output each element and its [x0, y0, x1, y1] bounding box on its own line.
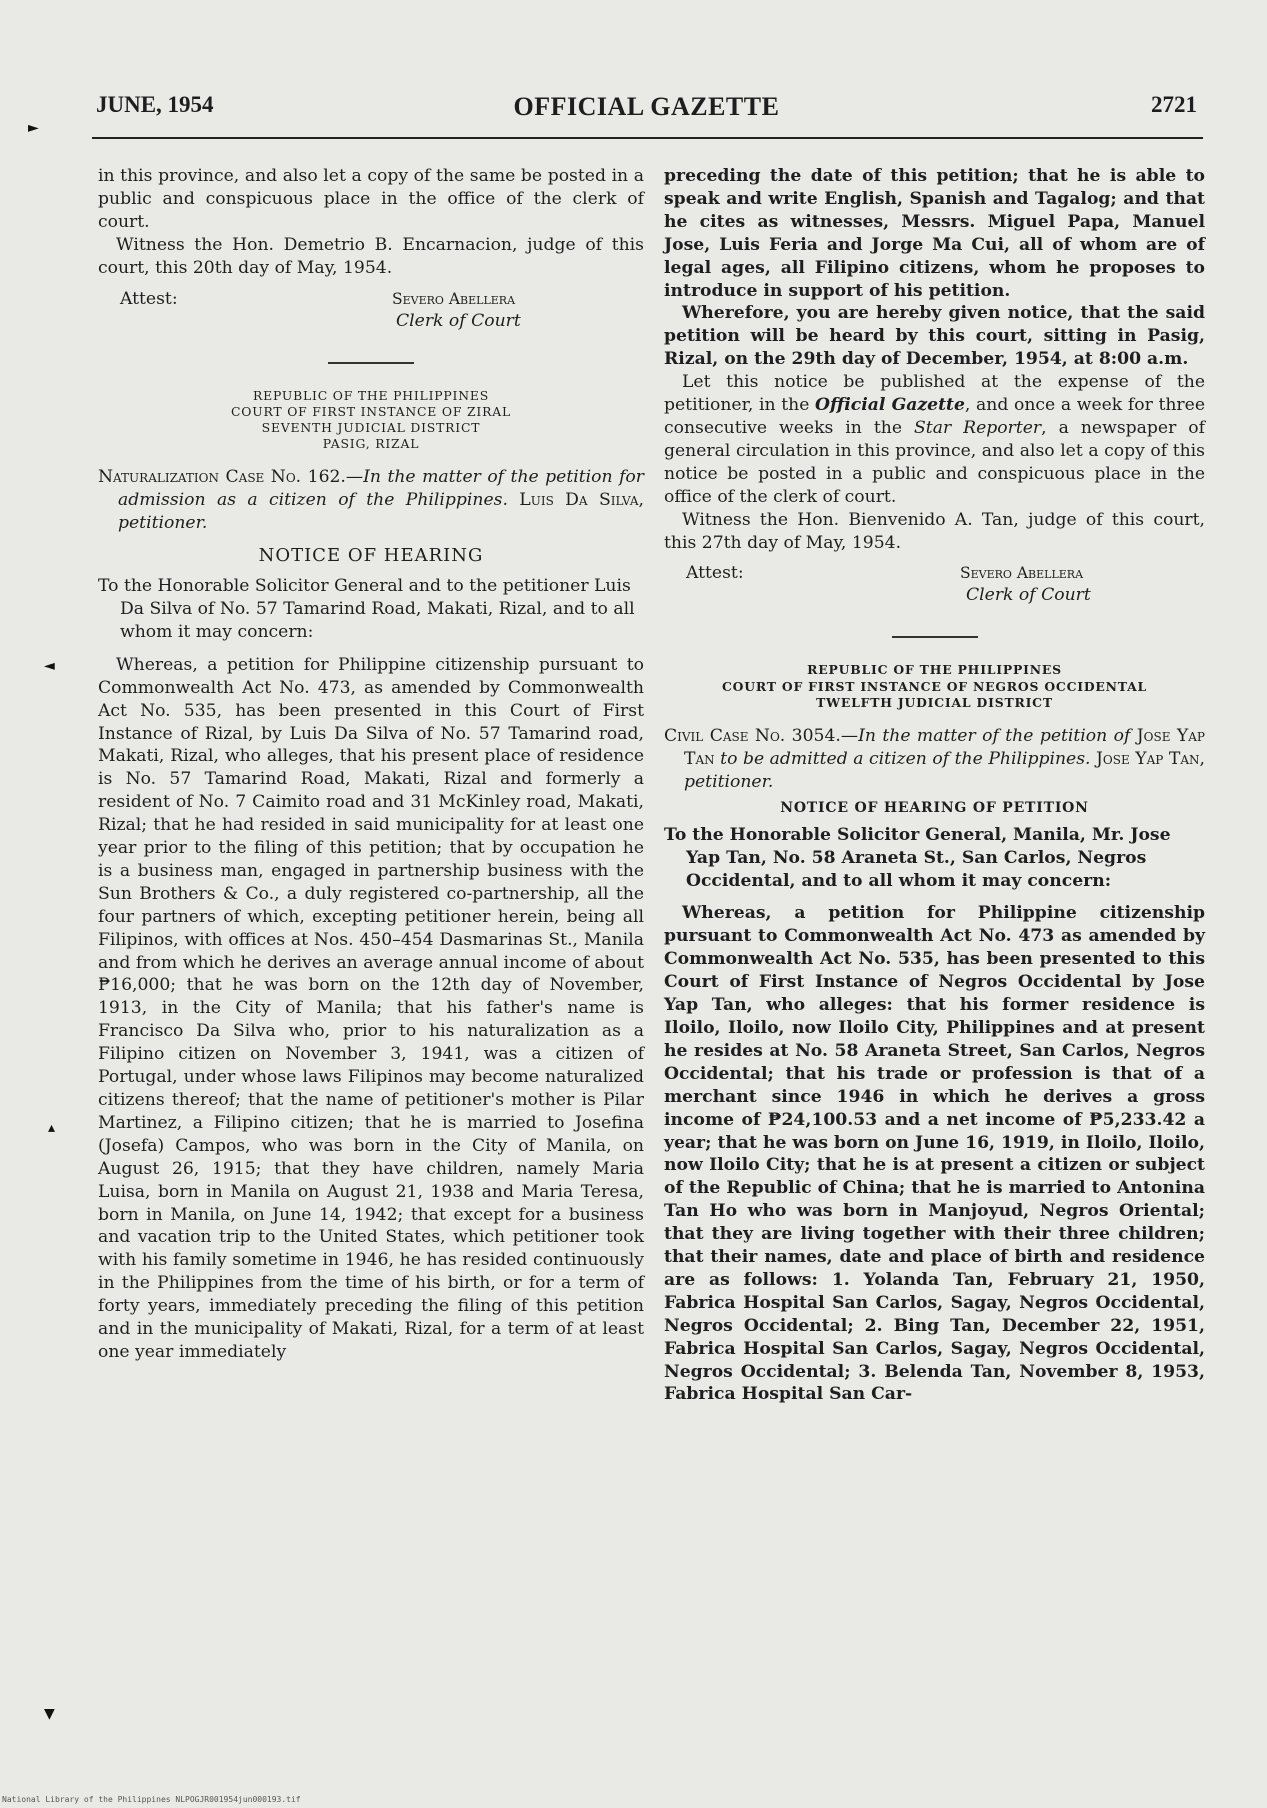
- attest-label: Attest:: [120, 288, 178, 309]
- margin-mark-icon: ▼: [44, 1706, 55, 1722]
- court-line: PASIG, RIZAL: [322, 436, 420, 452]
- court-line: COURT OF FIRST INSTANCE OF NEGROS OCCIDENTAL: [721, 678, 1148, 694]
- margin-mark-icon: ◄: [44, 658, 55, 674]
- case-number: Civil Case No. 3054.: [664, 726, 841, 747]
- paragraph: Witness the Hon. Bienvenido A. Tan, judge of this court, this 27th day of May, 1954.: [664, 509, 1205, 553]
- attest-label: Attest:: [686, 563, 744, 584]
- clerk-name: Severo Abellera: [960, 564, 1084, 583]
- notice-title: NOTICE OF HEARING OF PETITION: [780, 799, 1089, 816]
- petitioner-name: Luis Da Silva,: [519, 490, 644, 511]
- left-column: [98, 165, 644, 1364]
- clerk-name: Severo Abellera: [392, 289, 516, 308]
- margin-arrow-icon: ►: [28, 120, 39, 136]
- petitioner-role: petitioner.: [684, 771, 774, 792]
- attestation: [98, 286, 644, 336]
- running-header: [96, 92, 1197, 132]
- paragraph: in this province, and also let a copy of the same be posted in a public and conspicuous place in the office of the clerk of court.: [98, 166, 644, 232]
- paragraph: Whereas, a petition for Philippine citizenship pursuant to Commonwealth Act No. 473 as amended by Commonwealth Act No. 535, has been presented to this Court of First Instance of Negros Occidental by Jose Yap Tan, who alleges: that his former residence is Iloilo, Iloilo, now Iloilo City, Philippines and at present he resides at No. 58 Araneta Street, San Carlos, Negros Occidental; that his trade or profession is that of a merchant since 1946 in which he derives a gross income of ₱24,100.53 and a net income of ₱5,233.42 a year; that he was born on June 16, 1919, in Iloilo, Iloilo, now Iloilo City; that he is at present a citizen or subject of the Republic of China; that he is married to Antonina Tan Ho who was born in Manjoyud, Negros Oriental; that they are living together with their three children; that their names, date and place of birth and residence are as follows: 1. Yolanda Tan, February 21, 1950, Fabrica Hospital San Carlos, Sagay, Negros Occidental, Negros Occidental; 2. Bing Tan, December 22, 1951, Fabrica Hospital San Carlos, Sagay, Negros Occidental, Negros Occidental; 3. Belenda Tan, November 8, 1953, Fabrica Hospital San Car-: [664, 903, 1205, 1405]
- notice-title: NOTICE OF HEARING: [258, 545, 484, 567]
- text-run: , and once a week for three consecutive weeks in the: [664, 395, 1205, 438]
- gazette-name: Official Gazette: [815, 395, 965, 416]
- court-line: REPUBLIC OF THE PHILIPPINES: [252, 387, 490, 403]
- clerk-title: Clerk of Court: [966, 585, 1091, 606]
- paragraph: Witness the Hon. Demetrio B. Encarnacion, judge of this court, this 20th day of May, 1954.: [98, 234, 644, 278]
- case-number: Naturalization Case No. 162.: [98, 467, 346, 488]
- addressee: To the Honorable Solicitor General, Manila, Mr. Jose Yap Tan, No. 58 Araneta St., San Carlos, Negros Occidental, and to all whom it may concern:: [664, 824, 1171, 891]
- case-title: —In the matter of the petition for admission as a citizen of the Philippines.: [118, 467, 644, 511]
- text-run: , a newspaper of general circulation in this province, and also let a copy of this notice be posted in a public and conspicuous place in the office of the clerk of court.: [664, 417, 1205, 507]
- case-caption: [98, 466, 644, 535]
- header-rule: [92, 137, 1203, 139]
- court-line: SEVENTH JUDICIAL DISTRICT: [261, 419, 481, 435]
- addressee: To the Honorable Solicitor General and to the petitioner Luis Da Silva of No. 57 Tamarind Road, Makati, Rizal, and to all whom it may concern:: [98, 576, 635, 642]
- paragraph: preceding the date of this petition; that he is able to speak and write English, Spanish and Tagalog; and that he cites as witnesses, Messrs. Miguel Papa, Manuel Jose, Luis Feria and Jorge Ma Cui, all of whom are of legal ages, all Filipino citizens, whom he proposes to introduce in support of his petition.: [664, 166, 1205, 301]
- margin-dot-icon: ▴: [48, 1120, 56, 1136]
- section-divider: [328, 362, 414, 364]
- paragraph: Wherefore, you are hereby given notice, that the said petition will be heard by this court, sitting in Pasig, Rizal, on the 29th day of December, 1954, at 8:00 a.m.: [664, 303, 1205, 370]
- petitioner-name: Jose Yap Tan,: [1096, 748, 1205, 769]
- court-line: COURT OF FIRST INSTANCE OF ZIRAL: [231, 403, 511, 419]
- issue-date: JUNE, 1954: [96, 92, 214, 117]
- publication-title: OFFICIAL GAZETTE: [513, 92, 780, 121]
- petitioner-name: Jose Yap Tan: [684, 726, 1206, 769]
- case-caption: [664, 725, 1205, 794]
- newspaper-name: Star Reporter: [914, 417, 1042, 438]
- right-column: [664, 165, 1205, 1406]
- page-number: 2721: [1151, 92, 1197, 117]
- paragraph: [664, 371, 1205, 508]
- paragraph: Whereas, a petition for Philippine citizenship pursuant to Commonwealth Act No. 473, as amended by Commonwealth Act No. 535, has been presented in this Court of First Instance of Rizal, by Luis Da Silva of No. 57 Tamarind road, Makati, Rizal, who alleges, that his present place of residence is No. 57 Tamarind Road, Makati, Rizal and formerly a resident of No. 7 Caimito road and 31 McKinley road, Makati, Rizal; that he had resided in said municipality for at least one year prior to the filing of this petition; that by occupation he is a business man, engaged in partnership business with the Sun Brothers & Co., a duly registered co-partnership, all the four partners of which, excepting petitioner herein, being all Filipinos, with offices at Nos. 450–454 Dasmarinas St., Manila and from which he derives an average annual income of about ₱16,000; that he was born on the 12th day of November, 1913, in the City of Manila; that his father's name is Francisco Da Silva who, prior to his naturalization as a Filipino citizen on November 3, 1941, was a citizen of Portugal, under whose laws Filipinos may become naturalized citizens thereof; that the name of petitioner's mother is Pilar Martinez, a Filipino citizen; that he is married to Josefina (Josefa) Campos, who was born in the City of Manila, on August 26, 1915; that they have children, namely Maria Luisa, born in Manila on August 21, 1938 and Maria Teresa, born in Manila, on June 14, 1942; that except for a business and vacation trip to the United States, which petitioner took with his family sometime in 1946, he has resided continuously in the Philippines from the time of his birth, or for a term of forty years, immediately preceding the filing of this petition and in the municipality of Makati, Rizal, for a term of at least one year immediately: [98, 654, 644, 1362]
- text-run: Let this notice be published at the expense of the petitioner, in the: [664, 372, 1205, 416]
- section-divider: [892, 636, 978, 638]
- court-line: TWELFTH JUDICIAL DISTRICT: [816, 694, 1053, 710]
- attestation: [664, 560, 1205, 610]
- court-heading: [664, 662, 1205, 711]
- scan-footer: National Library of the Philippines NLPOGJR001954jun000193.tif: [2, 1795, 301, 1804]
- clerk-title: Clerk of Court: [396, 310, 521, 331]
- petitioner-role: petitioner.: [118, 513, 208, 534]
- court-heading: [98, 388, 644, 453]
- court-line: REPUBLIC OF THE PHILIPPINES: [807, 662, 1062, 678]
- case-title: to be admitted a citizen of the Philippines.: [714, 748, 1097, 769]
- case-title: —In the matter of the petition of: [840, 726, 1137, 747]
